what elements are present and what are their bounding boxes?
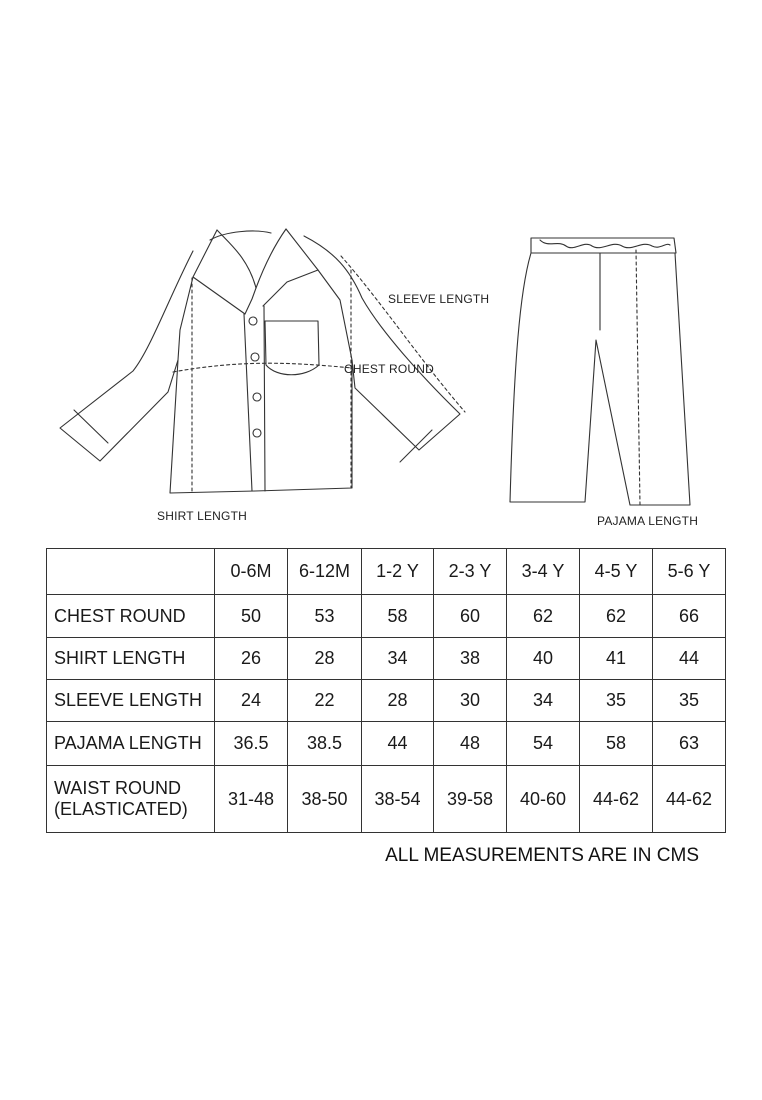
pajama-illustration: [510, 238, 690, 505]
table-cell: 26: [215, 638, 288, 680]
table-cell: 41: [580, 638, 653, 680]
table-cell: 44-62: [653, 766, 726, 833]
table-cell: 60: [434, 595, 507, 638]
size-chart-table: [46, 548, 726, 833]
table-header-row: [47, 549, 726, 595]
table-cell: 35: [653, 680, 726, 722]
table-cell: 54: [507, 722, 580, 766]
table-cell: 58: [580, 722, 653, 766]
size-header: 2-3 Y: [434, 549, 507, 595]
table-cell: 36.5: [215, 722, 288, 766]
size-header: 6-12M: [288, 549, 362, 595]
table-cell: 24: [215, 680, 288, 722]
table-cell: 58: [362, 595, 434, 638]
size-header: 3-4 Y: [507, 549, 580, 595]
table-cell: 34: [507, 680, 580, 722]
table-cell: 28: [288, 638, 362, 680]
table-cell: 66: [653, 595, 726, 638]
table-row: [47, 638, 726, 680]
size-header: 5-6 Y: [653, 549, 726, 595]
shirt-illustration: [60, 229, 465, 493]
table-cell: 38-54: [362, 766, 434, 833]
table-row: [47, 722, 726, 766]
table-cell: 62: [507, 595, 580, 638]
table-cell: 35: [580, 680, 653, 722]
garment-diagram: [0, 0, 762, 540]
table-cell: 38-50: [288, 766, 362, 833]
size-header: 0-6M: [215, 549, 288, 595]
measurement-note: ALL MEASUREMENTS ARE IN CMS: [385, 845, 699, 866]
table-cell: 53: [288, 595, 362, 638]
table-cell: 31-48: [215, 766, 288, 833]
row-label: PAJAMA LENGTH: [47, 722, 215, 766]
size-header: 4-5 Y: [580, 549, 653, 595]
table-cell: 22: [288, 680, 362, 722]
table-cell: 62: [580, 595, 653, 638]
row-label-line1: WAIST ROUND: [54, 778, 182, 798]
pajama-length-label: PAJAMA LENGTH: [597, 514, 699, 528]
sleeve-length-label: SLEEVE LENGTH: [388, 292, 490, 306]
table-cell: 44-62: [580, 766, 653, 833]
table-row: [47, 595, 726, 638]
row-label-line2: (ELASTICATED): [54, 799, 188, 819]
row-label: CHEST ROUND: [47, 595, 215, 638]
table-cell: 30: [434, 680, 507, 722]
table-cell: 34: [362, 638, 434, 680]
row-label: SLEEVE LENGTH: [47, 680, 215, 722]
table-row: [47, 680, 726, 722]
table-cell: 50: [215, 595, 288, 638]
table-cell: 63: [653, 722, 726, 766]
table-cell: 40: [507, 638, 580, 680]
table-cell: 44: [362, 722, 434, 766]
shirt-length-label: SHIRT LENGTH: [157, 509, 247, 523]
table-corner-cell: [47, 549, 215, 595]
size-header: 1-2 Y: [362, 549, 434, 595]
table-row: [47, 766, 726, 833]
row-label: SHIRT LENGTH: [47, 638, 215, 680]
table-cell: 38: [434, 638, 507, 680]
table-cell: 28: [362, 680, 434, 722]
table-cell: 44: [653, 638, 726, 680]
table-cell: 38.5: [288, 722, 362, 766]
table-cell: 40-60: [507, 766, 580, 833]
table-cell: 39-58: [434, 766, 507, 833]
table-cell: 48: [434, 722, 507, 766]
row-label: [47, 766, 215, 833]
chest-round-label: CHEST ROUND: [344, 362, 434, 376]
